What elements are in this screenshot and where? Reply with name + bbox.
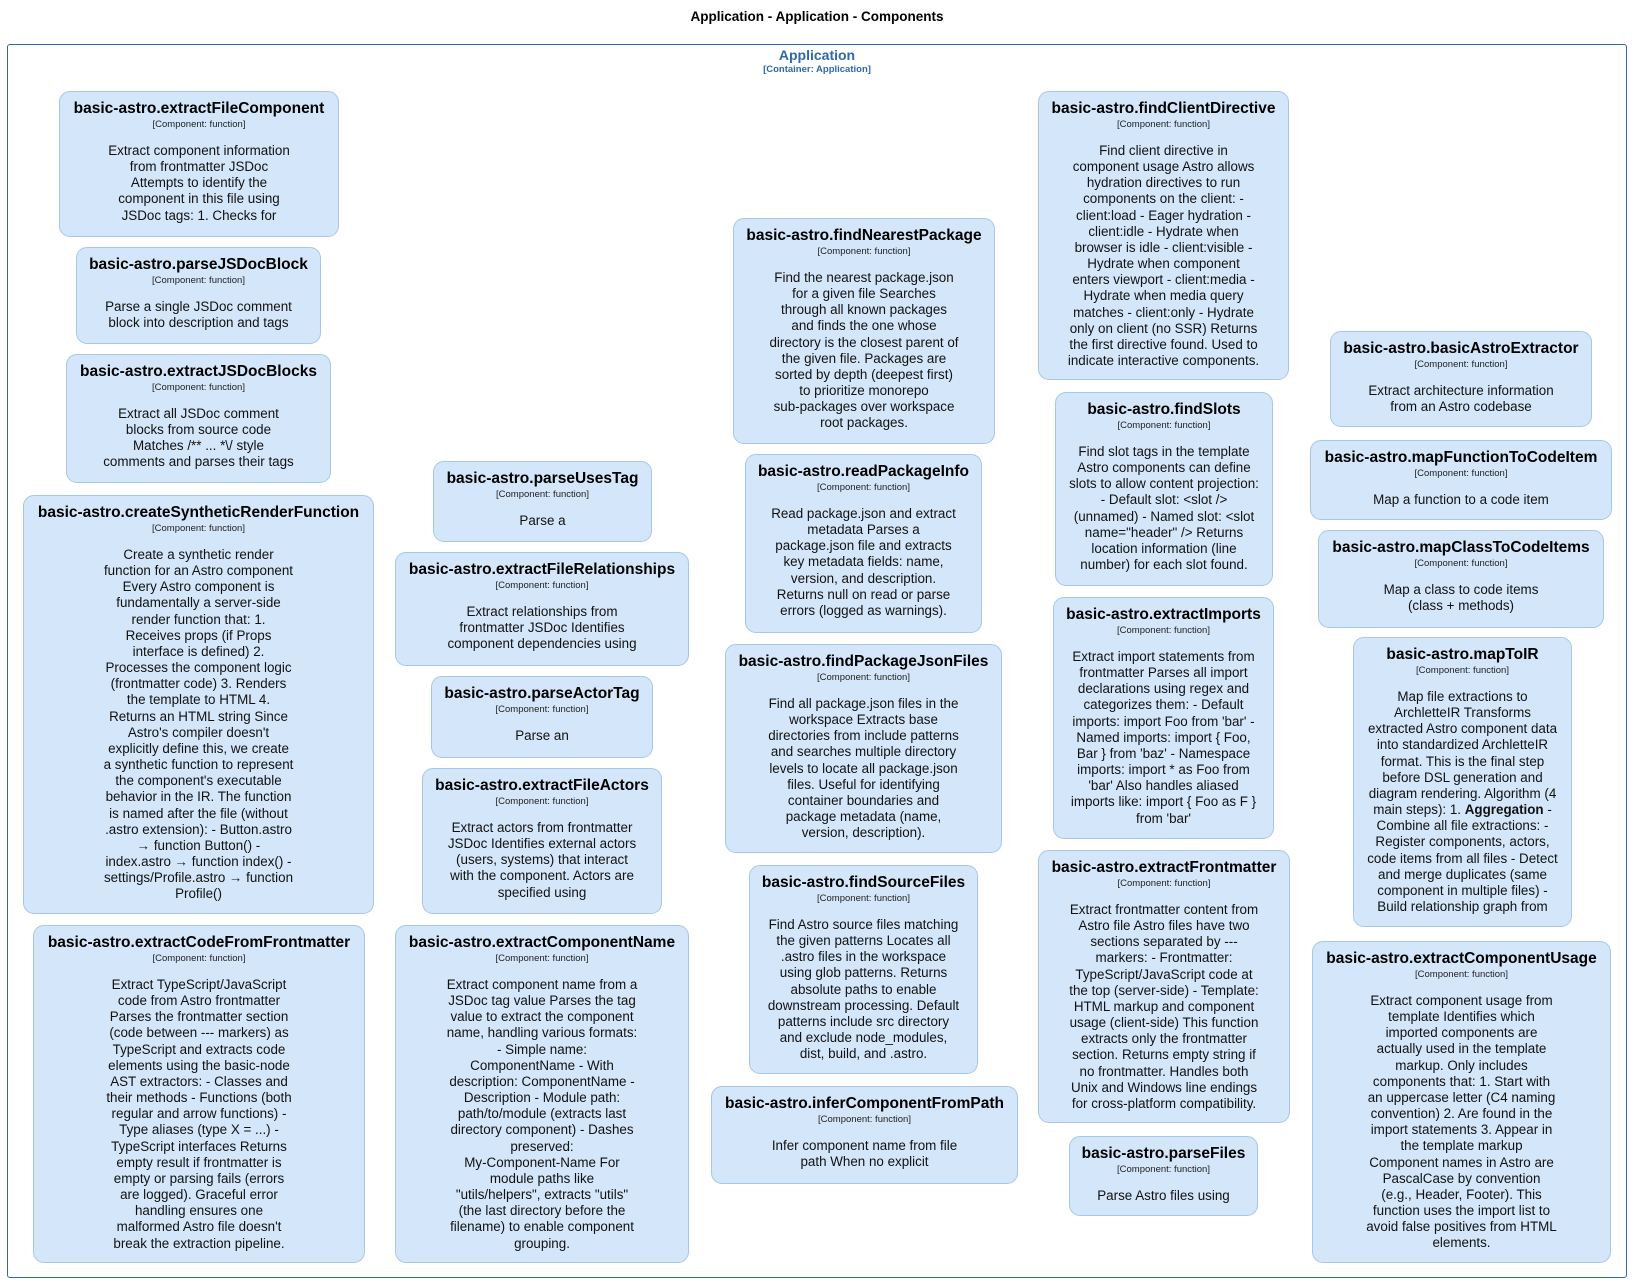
component-description-line: Named imports: import { Foo, <box>1076 729 1251 745</box>
component-description-line: version, and description. <box>790 570 937 586</box>
component-description-line: Extract actors from frontmatter <box>451 820 633 835</box>
component-technology: [Component: function] <box>1117 625 1210 636</box>
component-description-line: convention) 2. Are found in the <box>1370 1106 1553 1122</box>
component-description-line: Returns null on read or parse <box>776 586 951 602</box>
component-description-line: index.astro → function index() - <box>105 853 292 869</box>
component-description-line: are logged). Graceful error <box>120 1187 278 1203</box>
component-description-line: module paths like <box>489 1170 595 1186</box>
component-extract-jsdoc-blocks[interactable] <box>66 354 331 483</box>
component-description-line: Extract frontmatter content from <box>1069 902 1259 917</box>
component-description-line: Extract component information <box>108 143 290 158</box>
component-description-line: break the extraction pipeline. <box>113 1235 285 1251</box>
component-name: basic-astro.mapClassToCodeItems <box>1332 539 1590 556</box>
component-description-line: Read package.json and extract <box>771 506 956 521</box>
component-description-line: .astro extension): - Button.astro <box>105 821 292 837</box>
component-description-line: the template markup <box>1400 1138 1523 1154</box>
component-description-line: Parses the frontmatter section <box>109 1009 289 1025</box>
component-description-line: workspace Extracts base <box>789 712 938 728</box>
component-parse-files[interactable] <box>1069 1136 1258 1216</box>
component-description-line: matches - client:only - Hydrate <box>1073 304 1254 320</box>
component-description-line: (the last directory before the <box>458 1203 626 1219</box>
component-description-line: into standardized ArchletteIR <box>1376 737 1549 753</box>
component-description-line: .astro files in the workspace <box>780 949 947 965</box>
component-description-line: interface is defined) 2. <box>132 643 265 659</box>
component-description-line: Find the nearest package.json <box>774 270 954 285</box>
component-description-line: the template to HTML 4. <box>126 692 271 708</box>
container-type: [Container: Application] <box>763 64 871 75</box>
component-description-line: package.json file and extracts <box>775 538 952 554</box>
component-description-line: Map a class to code items <box>1383 582 1539 597</box>
component-description-line: Parse a single JSDoc comment <box>105 299 292 314</box>
component-description-line: with the component. Actors are <box>450 868 634 884</box>
component-description-line: malformed Astro file doesn't <box>116 1219 282 1235</box>
component-description-line: TypeScript interfaces Returns <box>111 1138 287 1154</box>
component-technology: [Component: function] <box>495 953 589 964</box>
component-description-line: Bar } from 'baz' - Namespace <box>1076 745 1251 761</box>
component-description-line: (unnamed) - Named slot: <slot <box>1073 508 1255 524</box>
component-name: basic-astro.mapFunctionToCodeItem <box>1324 449 1598 466</box>
component-description-line: extracts only the frontmatter <box>1081 1031 1247 1047</box>
component-technology: [Component: function] <box>817 893 910 904</box>
component-description-line: → function Button() - <box>136 837 261 853</box>
component-description-line: name, handling various formats: <box>446 1025 638 1041</box>
component-description-line: Extract import statements from <box>1072 649 1255 664</box>
component-description-line: TypeScript/JavaScript code at <box>1075 966 1253 982</box>
component-description-line: explicitly define this, we create <box>108 740 289 756</box>
component-description-line: Find all package.json files in the <box>768 696 959 711</box>
component-name: basic-astro.extractComponentName <box>408 934 676 951</box>
component-description-line: Infer component name from file <box>771 1138 958 1153</box>
component-description-line: HTML markup and component <box>1073 998 1255 1014</box>
component-description-line: Returns an HTML string Since <box>109 708 288 724</box>
component-description-line: block into description and tags <box>108 315 289 331</box>
component-name: basic-astro.parseActorTag <box>444 685 640 702</box>
component-description-line: Attempts to identify the <box>130 175 268 191</box>
component-description-line: code from Astro frontmatter <box>117 993 281 1009</box>
component-name: basic-astro.findSourceFiles <box>761 874 966 891</box>
component-name: basic-astro.extractImports <box>1066 606 1261 623</box>
component-description-line: key metadata fields: name, <box>783 554 944 570</box>
component-description-line: template Identifies which <box>1388 1009 1535 1025</box>
component-description-line: and finds the one whose <box>791 318 937 334</box>
component-description-line: components on the client: - <box>1083 191 1244 207</box>
component-description-line: slots to allow content projection: <box>1069 476 1259 492</box>
component-find-package-json-files[interactable] <box>725 644 1002 853</box>
component-description-line: regular and arrow functions) - <box>111 1106 287 1122</box>
component-description-line: version, description). <box>801 825 926 841</box>
component-technology: [Component: function] <box>495 796 589 807</box>
component-description-line: the first directive found. Used to <box>1069 336 1258 352</box>
description-bold-text: Aggregation <box>1464 802 1544 818</box>
component-description-line: component usage Astro allows <box>1072 159 1255 175</box>
component-description-line: and merge duplicates (same <box>1378 866 1547 882</box>
component-name: basic-astro.extractCodeFromFrontmatter <box>47 934 351 951</box>
component-technology: [Component: function] <box>152 119 246 130</box>
component-description-line: Register components, actors, <box>1375 834 1550 850</box>
component-description-line: usage (client-side) This function <box>1069 1015 1259 1031</box>
component-description-line: declarations using regex and <box>1077 681 1250 697</box>
component-description-line: and exclude node_modules, <box>779 1030 948 1046</box>
component-description-line: before DSL generation and <box>1382 769 1543 785</box>
component-description-line: sub-packages over workspace <box>773 399 955 415</box>
component-description-line: render function that: 1. <box>131 611 266 627</box>
component-name: basic-astro.extractFileRelationships <box>408 561 676 578</box>
component-name: basic-astro.findPackageJsonFiles <box>738 653 989 670</box>
component-description-line: Create a synthetic render <box>123 547 274 562</box>
component-map-to-ir[interactable] <box>1353 637 1572 927</box>
component-technology: [Component: function] <box>495 580 589 591</box>
component-technology: [Component: function] <box>152 953 246 964</box>
component-description-line: root packages. <box>820 415 908 431</box>
component-technology: [Component: function] <box>817 246 911 257</box>
component-description-line: specified using <box>497 884 587 900</box>
component-name: basic-astro.createSyntheticRenderFunction <box>37 504 360 521</box>
component-description-line: Extract all JSDoc comment <box>118 406 279 421</box>
component-description-line: avoid false positives from HTML <box>1366 1219 1557 1235</box>
component-description-line: errors (logged as warnings). <box>780 602 947 618</box>
component-description-line: Parse an <box>515 728 569 743</box>
component-description-line: component in multiple files) - <box>1377 882 1548 898</box>
component-description-line: Profile() <box>175 886 222 902</box>
component-description-line: directory component) - Dashes <box>450 1122 634 1138</box>
component-find-client-directive[interactable] <box>1038 91 1289 380</box>
component-description-line: name="header" /> Returns <box>1084 524 1244 540</box>
component-technology: [Component: function] <box>152 523 245 534</box>
component-description-line: indicate interactive components. <box>1067 353 1260 369</box>
component-description-line: to prioritize monorepo <box>799 383 929 399</box>
component-description-line: imports like: import { Foo as F } <box>1070 794 1257 810</box>
component-description-line: directory is the closest parent of <box>769 334 959 350</box>
component-technology: [Component: function] <box>1117 420 1211 431</box>
component-parse-uses-tag[interactable] <box>433 461 652 542</box>
component-description-line: Find Astro source files matching <box>768 917 959 932</box>
component-description-line: (e.g., Header, Footer). This <box>1381 1186 1542 1202</box>
component-name: basic-astro.mapToIR <box>1386 646 1539 663</box>
component-description-line: from an Astro codebase <box>1390 399 1532 415</box>
component-description-line: elements using the basic-node <box>108 1057 290 1073</box>
component-description-line: imports: import * as Foo from <box>1077 762 1250 778</box>
component-description-line: Astro components can define <box>1077 460 1251 476</box>
component-description-line: using glob patterns. Returns <box>779 965 948 981</box>
component-description-line: components that: 1. Start with <box>1372 1073 1551 1089</box>
component-description-line: imported components are <box>1385 1025 1538 1041</box>
component-description-line: Every Astro component is <box>122 579 275 595</box>
component-description-line: browser is idle - client:visible - <box>1074 239 1253 255</box>
component-description-line: function for an Astro component <box>103 563 294 579</box>
component-description-line: Map a function to a code item <box>1373 492 1549 507</box>
component-description-line: Extract component name from a <box>446 977 638 992</box>
component-description-line: levels to locate all package.json <box>769 760 958 776</box>
component-description-line: Extract architecture information <box>1368 383 1554 398</box>
component-description-line: Astro's compiler doesn't <box>127 724 270 740</box>
component-description-line: settings/Profile.astro → function <box>103 870 294 886</box>
component-description-line: comments and parses their tags <box>103 454 294 470</box>
component-name: basic-astro.extractJSDocBlocks <box>80 363 317 380</box>
component-description-line: behavior in the IR. The function <box>105 789 292 805</box>
component-description-line: no frontmatter. Handles both <box>1079 1063 1249 1079</box>
component-description-line: client:idle - Hydrate when <box>1088 223 1239 239</box>
component-infer-component-from-path[interactable] <box>711 1086 1018 1184</box>
component-description-line: blocks from source code <box>125 422 272 438</box>
component-description-line: Extract component usage from <box>1370 993 1553 1008</box>
component-description-line: Processes the component logic <box>105 660 292 676</box>
component-name: basic-astro.extractComponentUsage <box>1326 950 1597 967</box>
component-description-line: number) for each slot found. <box>1080 557 1248 573</box>
component-description-line: client:load - Eager hydration - <box>1076 207 1251 223</box>
component-description-line: for cross-platform compatibility. <box>1071 1095 1257 1111</box>
component-description-line: description: ComponentName - <box>449 1073 635 1089</box>
component-description-line: categorizes them: - Default <box>1083 697 1244 713</box>
component-extract-code-from-frontmatter[interactable] <box>33 925 365 1263</box>
component-description-line: from frontmatter JSDoc <box>129 159 269 175</box>
component-name: basic-astro.findSlots <box>1087 401 1241 418</box>
component-description-line: metadata Parses a <box>807 522 920 538</box>
component-name: basic-astro.parseUsesTag <box>446 470 639 487</box>
component-description-line: Parse Astro files using <box>1097 1188 1230 1203</box>
component-description-line: component dependencies using <box>447 636 637 652</box>
component-description-line: location information (line <box>1091 540 1237 556</box>
component-basic-astro-extractor[interactable] <box>1330 331 1592 427</box>
component-name: basic-astro.readPackageInfo <box>757 463 970 480</box>
component-description-line: Receives props (if Props <box>125 627 272 643</box>
component-description-line: dist, build, and .astro. <box>799 1046 928 1062</box>
component-technology: [Component: function] <box>495 704 589 715</box>
component-description-line: Find client directive in <box>1099 143 1228 158</box>
component-technology: [Component: function] <box>817 672 910 683</box>
component-description-line: Extract relationships from <box>466 604 618 619</box>
component-parse-jsdoc-block[interactable] <box>76 247 321 344</box>
component-description-line: "utils/helpers", extracts "utils" <box>455 1187 629 1203</box>
component-description-line: only on client (no SSR) Returns <box>1069 320 1258 336</box>
component-description-line: Hydrate when media query <box>1083 288 1244 304</box>
component-description-line: downstream processing. Default <box>767 997 960 1013</box>
component-map-function-to-code-item[interactable] <box>1310 440 1612 520</box>
component-description-line: hydration directives to run <box>1086 175 1241 191</box>
component-description-line: ComponentName - With <box>470 1057 614 1073</box>
component-description-line: extracted Astro component data <box>1367 721 1558 737</box>
component-parse-actor-tag[interactable] <box>431 676 653 758</box>
component-description-line: package metadata (name, <box>785 809 942 825</box>
component-description-line: fundamentally a server-side <box>116 595 281 611</box>
component-technology: [Component: function] <box>152 382 245 393</box>
component-technology: [Component: function] <box>1414 359 1508 370</box>
component-description-line: ArchletteIR Transforms <box>1394 705 1531 721</box>
component-extract-component-usage[interactable] <box>1312 941 1611 1263</box>
component-description-line: empty or parsing fails (errors <box>113 1170 285 1186</box>
component-find-nearest-package[interactable] <box>733 218 995 444</box>
component-technology: [Component: function] <box>152 275 245 286</box>
component-description-line: empty result if frontmatter is <box>116 1154 282 1170</box>
component-description-line: imports: import Foo from 'bar' - <box>1072 713 1255 729</box>
component-description-line: absolute paths to enable <box>790 981 937 997</box>
component-technology: [Component: function] <box>817 482 910 493</box>
component-name: basic-astro.extractFileComponent <box>73 100 325 117</box>
component-description-line: container boundaries and <box>787 792 940 808</box>
component-description-line: path When no explicit <box>800 1154 929 1170</box>
component-description-line: is named after the file (without <box>109 805 288 821</box>
component-description-line: TypeScript and extracts code <box>112 1041 286 1057</box>
component-technology: [Component: function] <box>1117 1164 1210 1175</box>
component-description-line: function uses the import list to <box>1372 1203 1551 1219</box>
description-text: - <box>1543 802 1552 818</box>
component-description-line: files. Useful for identifying <box>787 776 940 792</box>
component-name: basic-astro.inferComponentFromPath <box>724 1095 1005 1112</box>
component-description-line: (users, systems) that interact <box>456 852 628 868</box>
component-name: basic-astro.basicAstroExtractor <box>1343 340 1579 357</box>
component-description-line: and searches multiple directory <box>770 744 957 760</box>
component-description-line: - Default slot: <slot /> <box>1100 492 1228 508</box>
component-description-line: sorted by depth (deepest first) <box>775 366 953 382</box>
component-technology: [Component: function] <box>1117 119 1210 130</box>
component-description-line: preserved: <box>510 1138 574 1154</box>
diagram-title: Application - Application - Components <box>690 9 944 24</box>
component-description-line: through all known packages <box>780 302 947 318</box>
component-description-line: the top (server-side) - Template: <box>1069 982 1259 998</box>
component-description-line: (class + methods) <box>1407 598 1515 614</box>
component-description-line: elements. <box>1432 1235 1491 1251</box>
component-technology: [Component: function] <box>1117 878 1211 889</box>
component-description-line: Combine all file extractions: - <box>1376 818 1549 834</box>
description-text: main steps): 1. <box>1373 802 1465 818</box>
component-description-line: (code between --- markers) as <box>109 1025 289 1041</box>
component-description-line: Parse a <box>519 513 566 528</box>
component-name: basic-astro.findClientDirective <box>1051 100 1276 117</box>
component-description-line: path/to/module (extracts last <box>457 1106 627 1122</box>
component-extract-component-name[interactable] <box>395 925 689 1263</box>
component-read-package-info[interactable] <box>745 454 982 633</box>
component-description-line: patterns include src directory <box>777 1013 950 1029</box>
component-description-line: AST extractors: - Classes and <box>110 1073 288 1089</box>
component-technology: [Component: function] <box>1414 468 1508 479</box>
component-find-source-files[interactable] <box>749 865 978 1074</box>
component-description-line: a synthetic function to represent <box>103 757 294 773</box>
component-name: basic-astro.parseJSDocBlock <box>89 256 308 273</box>
component-description-line: from 'bar' <box>1136 810 1191 826</box>
component-extract-file-component[interactable] <box>59 91 339 237</box>
component-description-line: enters viewport - client:media - <box>1072 272 1255 288</box>
component-description-line: JSDoc tag value Parses the tag <box>448 993 636 1009</box>
component-description-line: component in this file using <box>118 191 280 207</box>
component-map-class-to-code-items[interactable] <box>1318 530 1604 628</box>
component-description-line: PascalCase by convention <box>1382 1170 1541 1186</box>
component-technology: [Component: function] <box>496 489 589 500</box>
component-description-line: handling ensures one <box>134 1203 264 1219</box>
component-description-line: frontmatter Parses all import <box>1079 665 1248 681</box>
component-description-line: format. This is the final step <box>1380 753 1545 769</box>
component-description-line: grouping. <box>514 1235 570 1251</box>
component-description-line: filename) to enable component <box>450 1219 634 1235</box>
component-description-line: value to extract the component <box>450 1009 634 1025</box>
component-description-line: the given file. Packages are <box>781 350 947 366</box>
component-description-line: Type aliases (type X = ...) - <box>119 1122 279 1138</box>
component-name: basic-astro.extractFileActors <box>435 777 649 794</box>
component-description-line: Find slot tags in the template <box>1078 444 1250 459</box>
component-description-line: section. Returns empty string if <box>1072 1047 1256 1063</box>
component-create-synthetic-render-function[interactable] <box>23 495 374 914</box>
component-description-line: 'bar' Also handles aliased <box>1088 778 1239 794</box>
component-description-line: directories from include patterns <box>768 728 959 744</box>
component-description-line: sections separated by --- <box>1090 934 1238 950</box>
component-technology: [Component: function] <box>1414 558 1508 569</box>
component-description-line: the given patterns Locates all <box>776 933 951 949</box>
component-description-line: markers: - Frontmatter: <box>1095 950 1233 966</box>
component-description-line: markup. Only includes <box>1395 1057 1528 1073</box>
component-name: basic-astro.findNearestPackage <box>746 227 982 244</box>
component-description-line: diagram rendering. Algorithm (4 <box>1368 785 1557 801</box>
component-name: basic-astro.extractFrontmatter <box>1051 859 1277 876</box>
component-extract-frontmatter[interactable] <box>1038 850 1290 1123</box>
component-description-line: Unix and Windows line endings <box>1070 1079 1258 1095</box>
component-description-line: Map file extractions to <box>1397 689 1528 704</box>
component-description-line: Hydrate when component <box>1087 256 1240 272</box>
component-name: basic-astro.parseFiles <box>1081 1145 1246 1162</box>
component-description-line: their methods - Functions (both <box>106 1090 292 1106</box>
component-description-line: an uppercase letter (C4 naming <box>1367 1089 1556 1105</box>
component-description-line: Matches /** ... *\/ style <box>133 438 264 454</box>
component-extract-imports[interactable] <box>1053 597 1274 839</box>
component-find-slots[interactable] <box>1055 392 1273 586</box>
component-description-line: Component names in Astro are <box>1369 1154 1554 1170</box>
component-description-line <box>1354 802 1571 818</box>
component-description-line: code items from all files - Detect <box>1367 850 1558 866</box>
component-technology: [Component: function] <box>1416 665 1509 676</box>
component-description-line: Astro file Astro files have two <box>1078 918 1250 934</box>
component-description-line: JSDoc tags: 1. Checks for <box>121 207 277 223</box>
component-extract-file-relationships[interactable] <box>395 552 689 666</box>
container-name: Application <box>778 47 856 63</box>
component-description-line: (frontmatter code) 3. Renders <box>110 676 287 692</box>
component-description-line: import statements 3. Appear in <box>1370 1122 1553 1138</box>
component-description-line: Extract TypeScript/JavaScript <box>111 977 287 992</box>
component-technology: [Component: function] <box>818 1114 911 1125</box>
component-extract-file-actors[interactable] <box>422 768 662 914</box>
component-description-line: My-Component-Name For <box>464 1154 620 1170</box>
component-description-line: Description - Module path: <box>463 1090 621 1106</box>
component-description-line: JSDoc Identifies external actors <box>447 836 637 852</box>
component-technology: [Component: function] <box>1415 969 1508 980</box>
component-description-line: for a given file Searches <box>792 286 936 302</box>
component-description-line: Build relationship graph from <box>1377 899 1548 915</box>
component-description-line: actually used in the template <box>1376 1041 1547 1057</box>
component-description-line: frontmatter JSDoc Identifies <box>459 620 625 636</box>
component-description-line: the component's executable <box>115 773 282 789</box>
component-description-line: - Simple name: <box>496 1041 588 1057</box>
